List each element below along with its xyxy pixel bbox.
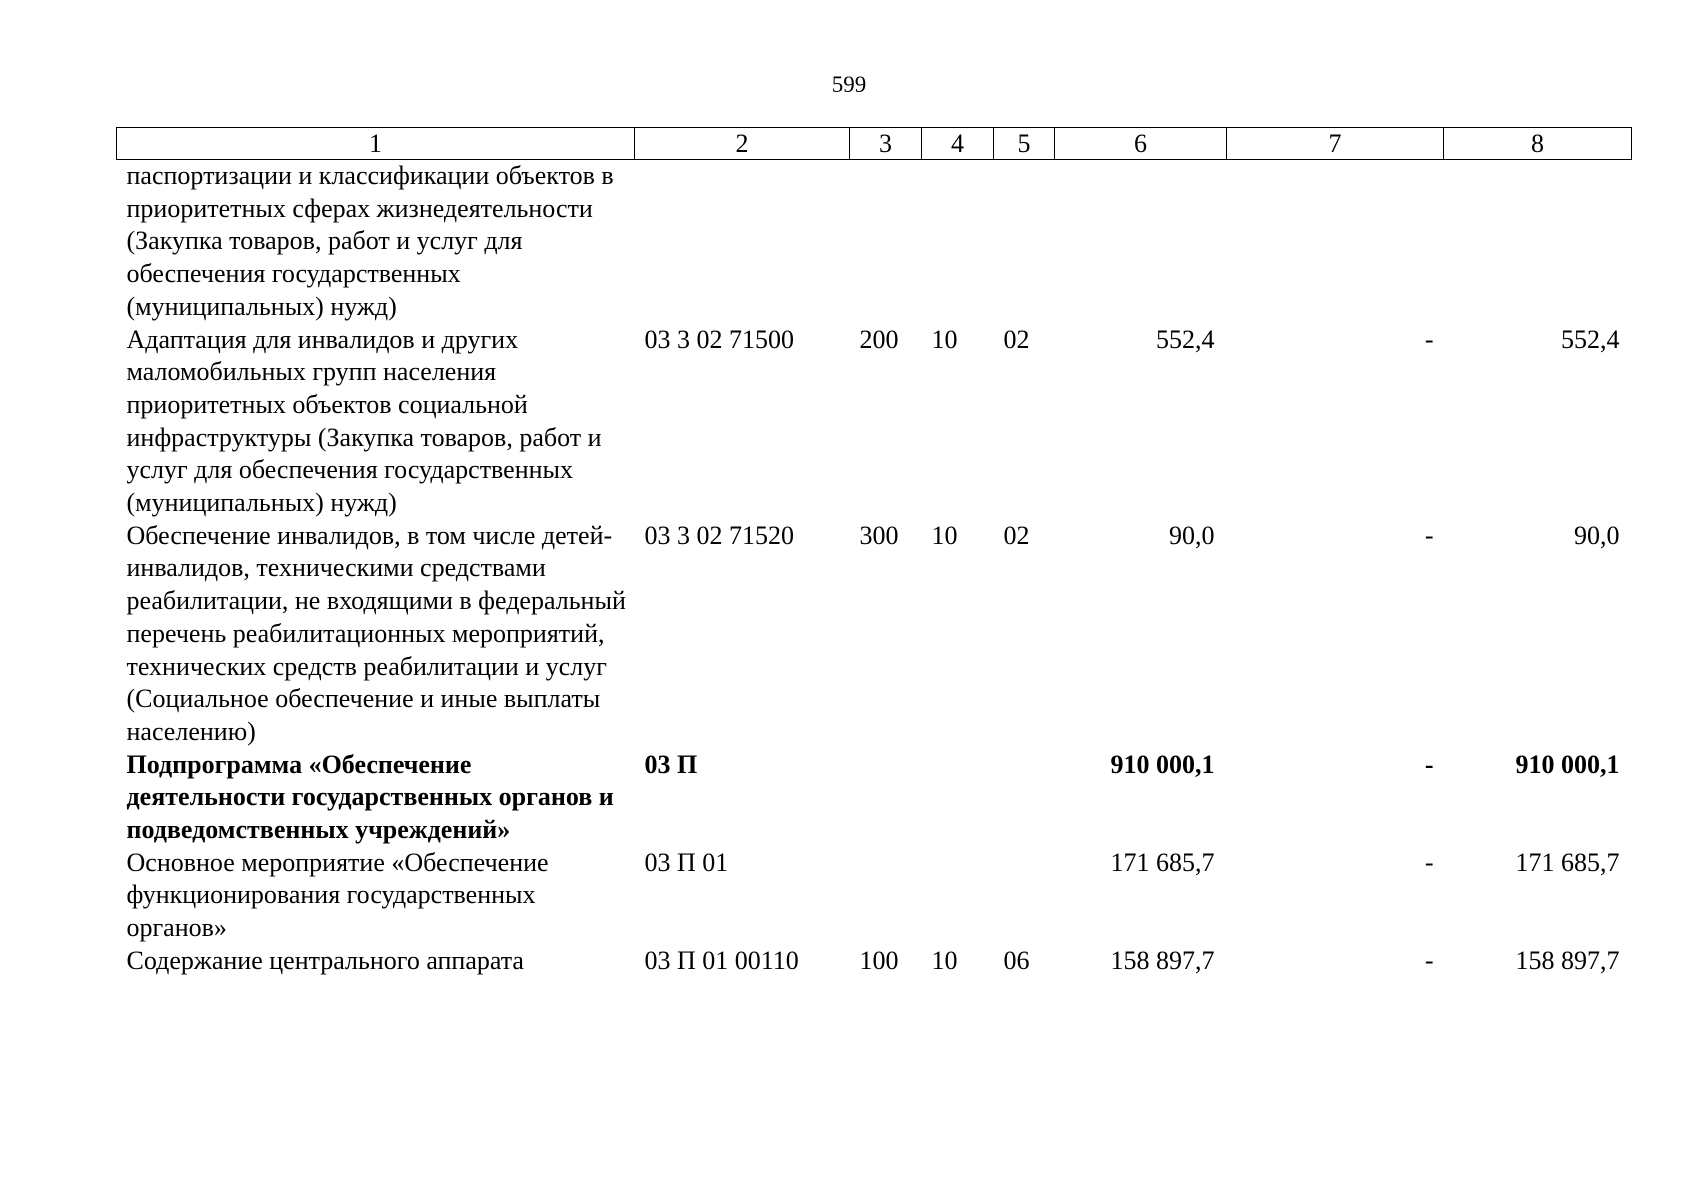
row-code: 03 П 01 00110	[644, 945, 799, 975]
table-row	[117, 520, 1632, 749]
row-name: Адаптация для инвалидов и других маломобильных групп населения приоритетных объектов социальной инфраструктуры (Закупка товаров, работ и услуг для обеспечения государственных (муниципальных) нужд)	[126, 324, 602, 518]
row-col-5: 02	[1003, 520, 1030, 550]
row-col-8: 158 897,7	[1515, 945, 1620, 975]
row-col-3	[850, 160, 922, 324]
table-row	[117, 324, 1632, 520]
row-col-7: -	[1424, 847, 1434, 877]
row-col-6: 90,0	[1169, 520, 1215, 550]
row-code: 03 3 02 71520	[644, 520, 794, 550]
row-name: Подпрограмма «Обеспечение деятельности государственных органов и подведомственных учреждений»	[126, 749, 614, 845]
row-col-4	[922, 749, 994, 847]
table-row-subprogram	[117, 749, 1632, 847]
row-col-8: 171 685,7	[1515, 847, 1620, 877]
header-col-8: 8	[1444, 128, 1632, 160]
row-col-4: 10	[931, 945, 958, 975]
row-name: Основное мероприятие «Обеспечение функционирования государственных органов»	[126, 847, 549, 943]
row-col-3: 300	[859, 520, 899, 550]
row-code	[635, 160, 850, 324]
row-col-4: 10	[931, 324, 958, 354]
row-col-5: 02	[1003, 324, 1030, 354]
header-row	[117, 128, 1632, 160]
row-col-5: 06	[1003, 945, 1030, 975]
row-col-7	[1227, 160, 1444, 324]
row-col-3	[850, 847, 922, 945]
row-col-4	[922, 160, 994, 324]
row-name: паспортизации и классификации объектов в приоритетных сферах жизнедеятельности (Закупка товаров, работ и услуг для обеспечения государственных (муниципальных) нужд)	[126, 161, 614, 321]
row-col-7: -	[1424, 324, 1434, 354]
row-col-6: 552,4	[1156, 324, 1215, 354]
row-col-4	[922, 847, 994, 945]
row-col-8: 910 000,1	[1515, 749, 1620, 779]
row-col-8: 90,0	[1574, 520, 1620, 550]
row-code: 03 П 01	[644, 847, 729, 877]
header-col-2: 2	[635, 128, 850, 160]
row-col-7: -	[1424, 945, 1434, 975]
table-header	[117, 128, 1632, 160]
header-col-7: 7	[1227, 128, 1444, 160]
row-name: Содержание центрального аппарата	[126, 945, 524, 975]
header-col-4: 4	[922, 128, 994, 160]
row-col-3	[850, 749, 922, 847]
row-col-5	[994, 847, 1055, 945]
header-col-3: 3	[850, 128, 922, 160]
row-col-6: 158 897,7	[1110, 945, 1215, 975]
row-col-6: 171 685,7	[1110, 847, 1215, 877]
header-col-1: 1	[117, 128, 635, 160]
table-body	[117, 160, 1632, 978]
row-code: 03 П	[644, 749, 698, 779]
row-col-3: 100	[859, 945, 899, 975]
row-name: Обеспечение инвалидов, в том числе детей-инвалидов, техническими средствами реабилитации, не входящими в федеральный перечень реабилитационных мероприятий, технических средств реабилитации и услуг (Социальное обеспечение и иные выплаты населению)	[126, 520, 626, 746]
row-col-6	[1055, 160, 1227, 324]
budget-table	[116, 127, 1632, 978]
row-col-7: -	[1424, 749, 1434, 779]
row-code: 03 3 02 71500	[644, 324, 794, 354]
header-col-6: 6	[1055, 128, 1227, 160]
row-col-6: 910 000,1	[1110, 749, 1215, 779]
row-col-7: -	[1424, 520, 1434, 550]
row-col-5	[994, 749, 1055, 847]
table-row	[117, 847, 1632, 945]
row-col-4: 10	[931, 520, 958, 550]
table-row	[117, 945, 1632, 978]
row-col-8: 552,4	[1561, 324, 1620, 354]
row-col-8	[1444, 160, 1632, 324]
table-row	[117, 160, 1632, 324]
row-col-5	[994, 160, 1055, 324]
header-col-5: 5	[994, 128, 1055, 160]
page-number: 599	[831, 72, 867, 97]
row-col-3: 200	[859, 324, 899, 354]
